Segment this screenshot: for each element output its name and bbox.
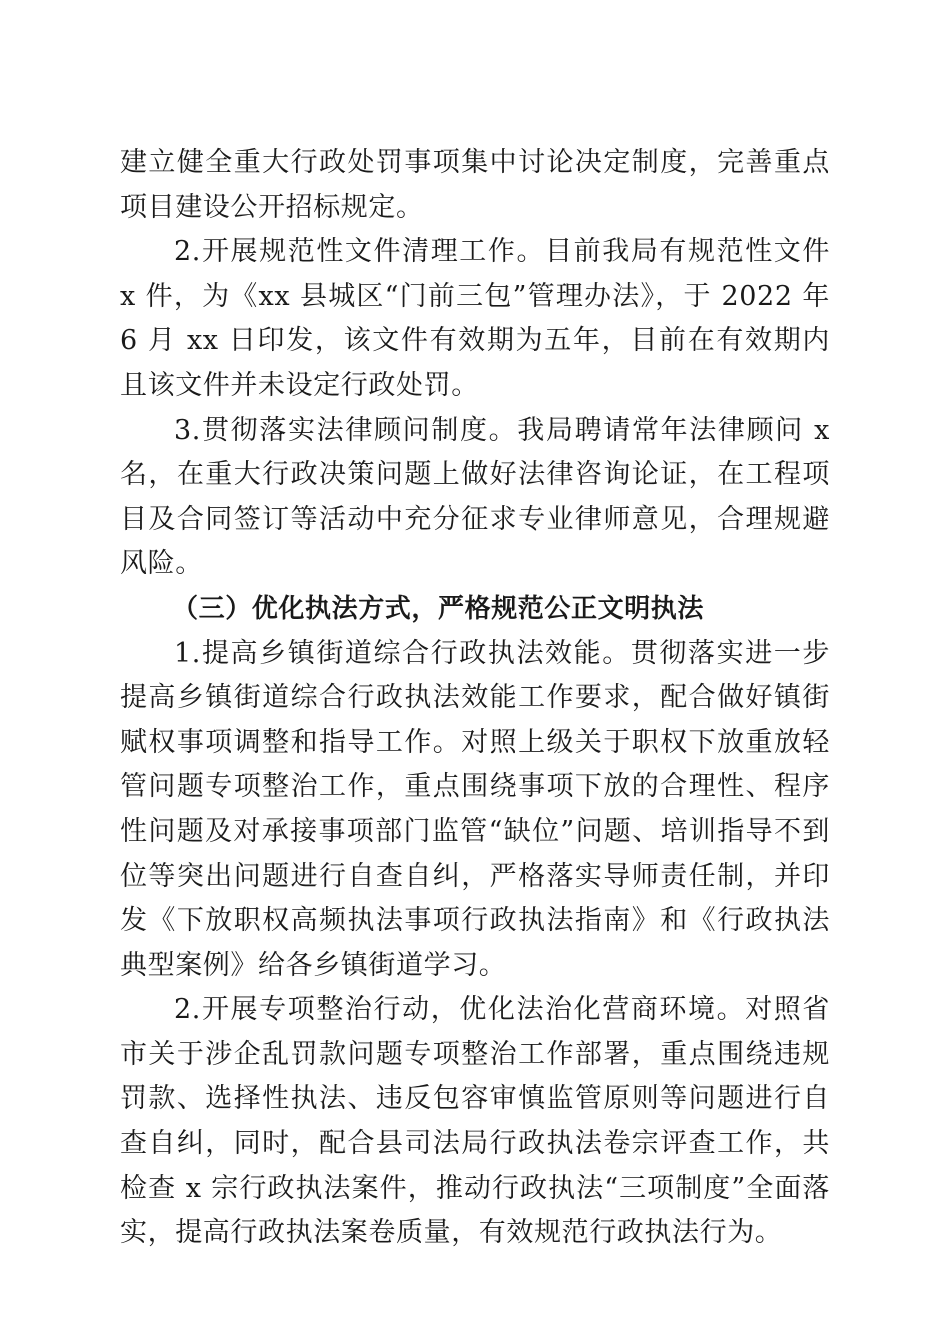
document-body — [120, 141, 830, 1256]
paragraph-continued: 建立健全重大行政处罚事项集中讨论决定制度，完善重点项目建设公开招标规定。 — [120, 147, 830, 223]
paragraph-item-2-special-rectification: 2.开展专项整治行动，优化法治化营商环境。对照省市关于涉企乱罚款问题专项整治工作部署，重点围绕违规罚款、选择性执法、违反包容审慎监管原则等问题进行自查自纠，同时，配合县司法局行政执法卷宗评查工作，共检查 x 宗行政执法案件，推动行政执法“三项制度”全面落实，提高行政执法案卷质量，有效规范行政执法行为。 — [120, 994, 830, 1249]
section-heading-3: （三）优化执法方式，严格规范公正文明执法 — [172, 593, 705, 624]
paragraph-item-2-normative-docs: 2.开展规范性文件清理工作。目前我局有规范性文件 x 件，为《xx 县城区“门前三包”管理办法》，于 2022 年 6 月 xx 日印发，该文件有效期为五年，目前在有效期内且该文件并未设定行政处罚。 — [120, 236, 830, 401]
paragraph-item-1-enforcement-efficiency: 1.提高乡镇街道综合行政执法效能。贯彻落实进一步提高乡镇街道综合行政执法效能工作要求，配合做好镇街赋权事项调整和指导工作。对照上级关于职权下放重放轻管问题专项整治工作，重点围绕事项下放的合理性、程序性问题及对承接事项部门监管“缺位”问题、培训指导不到位等突出问题进行自查自纠，严格落实导师责任制，并印发《下放职权高频执法事项行政执法指南》和《行政执法典型案例》给各乡镇街道学习。 — [120, 637, 830, 981]
paragraph-item-3-legal-counsel: 3.贯彻落实法律顾问制度。我局聘请常年法律顾问 x 名，在重大行政决策问题上做好法律咨询论证，在工程项目及合同签订等活动中充分征求专业律师意见，合理规避风险。 — [120, 414, 830, 580]
